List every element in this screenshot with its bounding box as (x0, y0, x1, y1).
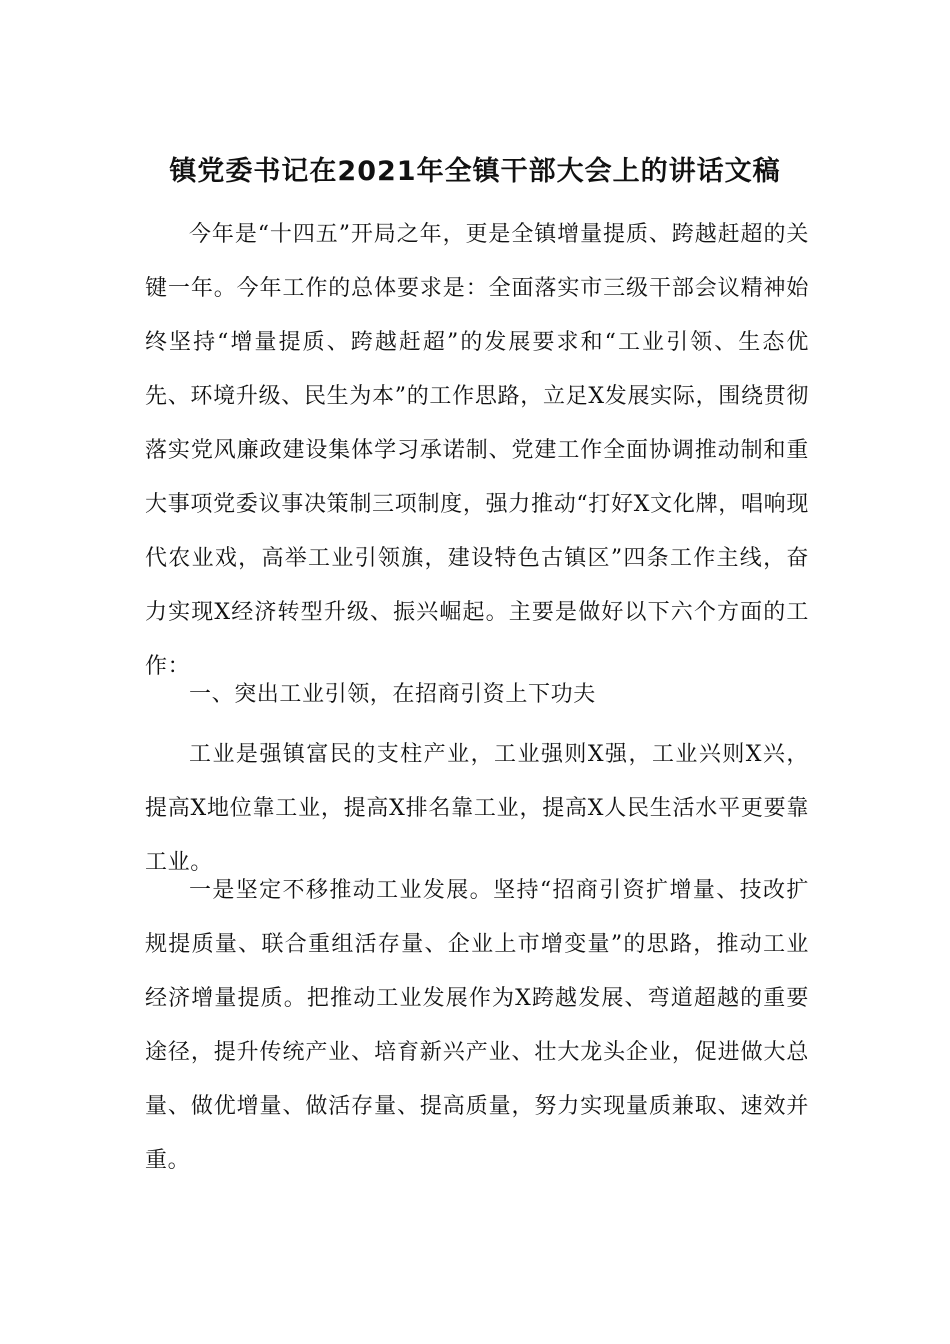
section-heading-1: 一、突出工业引领，在招商引资上下功夫 (189, 682, 596, 707)
point-one-paragraph: 一是坚定不移推动工业发展。坚持“招商引资扩增量、技改扩规提质量、联合重组活存量、企业上市增变量”的思路，推动工业经济增量提质。把推动工业发展作为X跨越发展、弯道超越的重要途径，提升传统产业、培育新兴产业、壮大龙头企业，促进做大总量、做优增量、做活存量、提高质量，努力实现量质兼取、速效并重。 (145, 878, 809, 1173)
intro-paragraph: 今年是“十四五”开局之年，更是全镇增量提质、跨越赶超的关键一年。今年工作的总体要求是：全面落实市三级干部会议精神始终坚持“增量提质、跨越赶超”的发展要求和“工业引领、生态优先、环境升级、民生为本”的工作思路，立足X发展实际，围绕贯彻落实党风廉政建设集体学习承诺制、党建工作全面协调推动制和重大事项党委议事决策制三项制度，强力推动“打好X文化牌，唱响现代农业戏，高举工业引领旗，建设特色古镇区”四条工作主线，奋力实现X经济转型升级、振兴崛起。主要是做好以下六个方面的工作： (145, 222, 809, 679)
document-title: 镇党委书记在2021年全镇干部大会上的讲话文稿 (169, 156, 781, 187)
industry-paragraph: 工业是强镇富民的支柱产业，工业强则X强，工业兴则X兴，提高X地位靠工业，提高X排名靠工业，提高X人民生活水平更要靠工业。 (145, 742, 809, 875)
